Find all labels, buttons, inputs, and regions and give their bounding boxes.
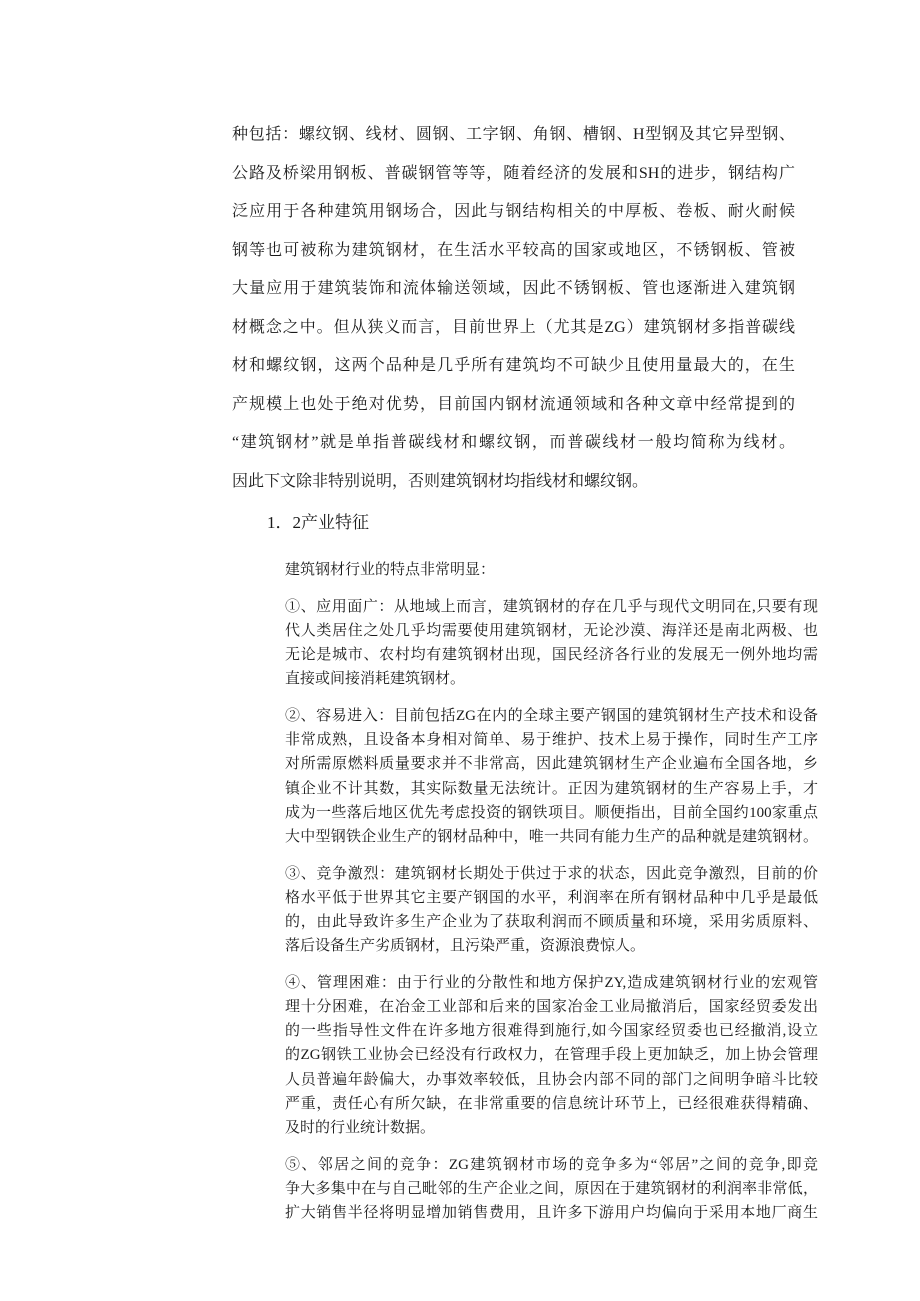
feature-line: 非常成熟，且设备本身相对简单、易于维护、技术上易于操作，同时生产工序	[285, 732, 818, 749]
feature-line: ④、管理困难：由于行业的分散性和地方保护ZY,造成建筑钢材行业的宏观管	[285, 974, 818, 991]
feature-line: 镇企业不计其数，其实际数量无法统计。正因为建筑钢材的生产容易上手，才	[285, 780, 818, 797]
body-line: 材概念之中。但从狭义而言，目前世界上（尤其是ZG）建筑钢材多指普碳线	[232, 318, 795, 336]
feature-line: 理十分困难，在冶金工业部和后来的国家冶金工业局撤消后，国家经贸委发出	[285, 999, 818, 1015]
body-line: 产规模上也处于绝对优势，目前国内钢材流通领域和各种文章中经常提到的	[232, 395, 795, 413]
body-line: 因此下文除非特别说明，否则建筑钢材均指线材和螺纹钢。	[232, 472, 649, 490]
feature-line: 对所需原燃料质量要求并不非常高，因此建筑钢材生产企业遍布全国各地，乡	[285, 756, 818, 773]
feature-line: 严重，责任心有所欠缺，在非常重要的信息统计环节上，已经很难获得精确、	[285, 1095, 818, 1112]
feature-line: ①、应用面广：从地域上而言，建筑钢材的存在几乎与现代文明同在,只要有现	[285, 598, 818, 615]
feature-line: 人员普遍年龄偏大，办事效率较低，且协会内部不同的部门之间明争暗斗比较	[285, 1071, 818, 1088]
body-line: 材和螺纹钢，这两个品种是几乎所有建筑均不可缺少且使用量最大的，在生	[232, 357, 795, 374]
feature-line: 的ZG钢铁工业协会已经没有行政权力，在管理手段上更加缺乏，加上协会管理	[285, 1047, 818, 1064]
features-section	[285, 558, 818, 1225]
feature-line: ③、竞争激烈：建筑钢材长期处于供过于求的状态，因此竞争激烈，目前的价	[285, 865, 818, 882]
feature-item	[285, 971, 818, 1140]
features-lead: 建筑钢材行业的特点非常明显：	[285, 562, 496, 578]
section-heading: 1．2产业特征	[267, 513, 369, 532]
feature-line: ②、容易进入：目前包括ZG在内的全球主要产钢国的建筑钢材生产技术和设备	[285, 707, 818, 724]
feature-line: 直接或间接消耗建筑钢材。	[285, 671, 466, 688]
body-line: 公路及桥梁用钢板、普碳钢管等等，随着经济的发展和SH的进步，钢结构广	[232, 164, 795, 182]
feature-line: 大中型钢铁企业生产的钢材品种中，唯一共同有能力生产的品种就是建筑钢材。	[285, 828, 818, 845]
feature-line: 的一些指导性文件在许多地方很难得到施行,如今国家经贸委也已经撤消,设立	[285, 1023, 818, 1040]
body-line: 种包括：螺纹钢、线材、圆钢、工字钢、角钢、槽钢、H型钢及其它异型钢、	[232, 126, 795, 143]
feature-line: 格水平低于世界其它主要产钢国的水平，利润率在所有钢材品种中几乎是最低	[285, 889, 818, 906]
feature-line: 代人类居住之处几乎均需要使用建筑钢材，无论沙漠、海洋还是南北两极、也	[285, 622, 818, 639]
body-line: 泛应用于各种建筑用钢场合，因此与钢结构相关的中厚板、卷板、耐火耐候	[232, 203, 795, 220]
body-line: 大量应用于建筑装饰和流体输送领域，因此不锈钢板、管也逐渐进入建筑钢	[232, 280, 795, 297]
feature-line: 成为一些落后地区优先考虑投资的钢铁项目。顺便指出，目前全国约100家重点	[285, 804, 818, 821]
feature-item	[285, 862, 818, 959]
intro-paragraph	[232, 116, 795, 501]
feature-line: 落后设备生产劣质钢材，且污染严重，资源浪费惊人。	[285, 938, 646, 955]
feature-line: 争大多集中在与自己毗邻的生产企业之间，原因在于建筑钢材的利润率非常低，	[285, 1180, 818, 1197]
feature-item	[285, 595, 818, 692]
feature-line: 及时的行业统计数据。	[285, 1119, 436, 1136]
feature-line: 无论是城市、农村均有建筑钢材出现，国民经济各行业的发展无一例外地均需	[285, 647, 818, 664]
feature-line: 扩大销售半径将明显增加销售费用，且许多下游用户均偏向于采用本地厂商生	[285, 1205, 818, 1221]
body-line: “建筑钢材”就是单指普碳线材和螺纹钢，而普碳线材一般均简称为线材。	[232, 434, 795, 451]
feature-line: ⑤、邻居之间的竞争：ZG建筑钢材市场的竞争多为“邻居”之间的竞争,即竞	[285, 1156, 818, 1173]
feature-item	[285, 704, 818, 849]
body-line: 钢等也可被称为建筑钢材，在生活水平较高的国家或地区，不锈钢板、管被	[232, 241, 795, 259]
feature-item	[285, 1153, 818, 1226]
feature-line: 的，由此导致许多生产企业为了获取利润而不顾质量和环境，采用劣质原料、	[285, 913, 818, 930]
